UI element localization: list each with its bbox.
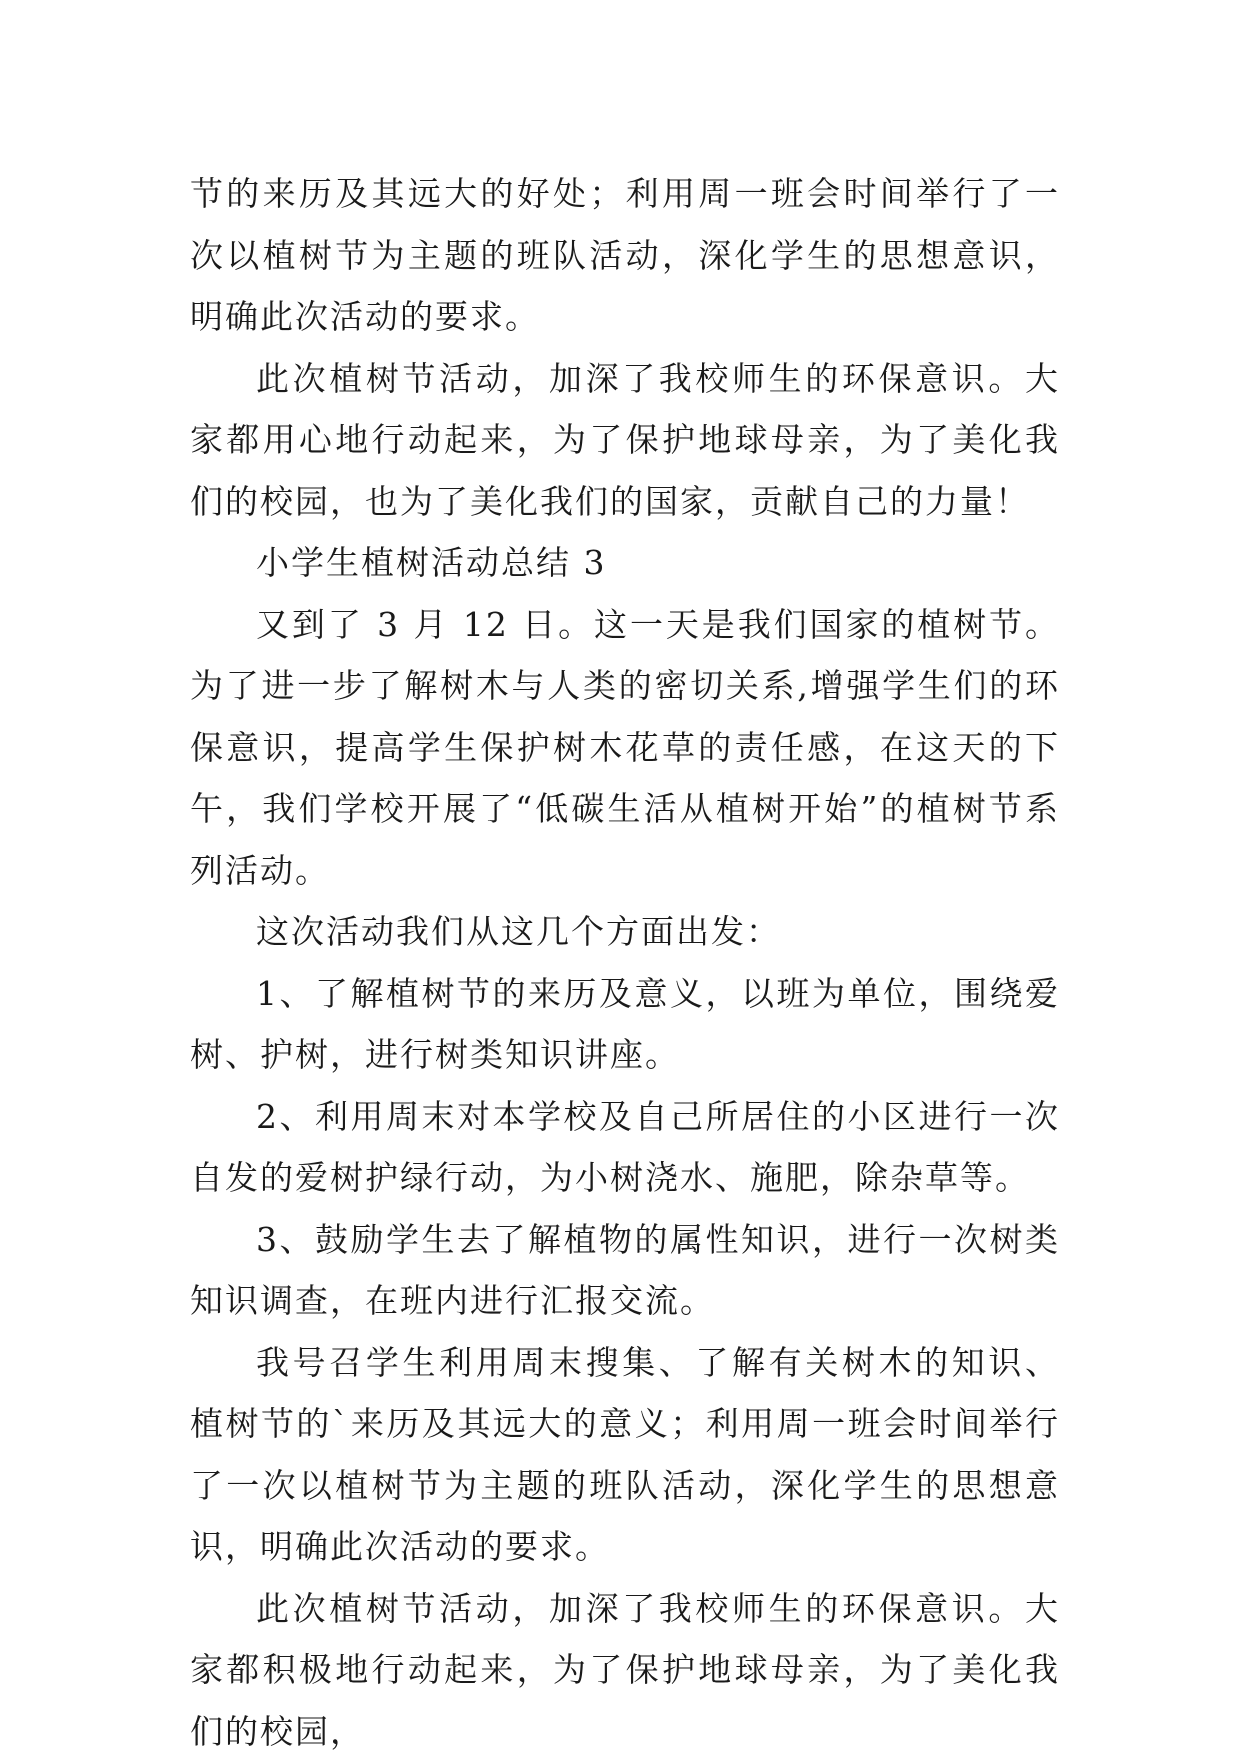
paragraph: 我号召学生利用周末搜集、了解有关树木的知识、植树节的`来历及其远大的意义；利用周一班会时间举行了一次以植树节为主题的班队活动，深化学生的思想意识，明确此次活动的要求。 bbox=[190, 1332, 1060, 1578]
paragraph: 此次植树节活动，加深了我校师生的环保意识。大家都用心地行动起来，为了保护地球母亲，为了美化我们的校园，也为了美化我们的国家，贡献自己的力量！ bbox=[190, 348, 1060, 533]
paragraph: 此次植树节活动，加深了我校师生的环保意识。大家都积极地行动起来，为了保护地球母亲，为了美化我们的校园， bbox=[190, 1578, 1060, 1762]
list-item: 3、鼓励学生去了解植物的属性知识，进行一次树类知识调查，在班内进行汇报交流。 bbox=[190, 1209, 1060, 1332]
list-item: 2、利用周末对本学校及自己所居住的小区进行一次自发的爱树护绿行动，为小树浇水、施肥，除杂草等。 bbox=[190, 1086, 1060, 1209]
paragraph: 又到了 3 月 12 日。这一天是我们国家的植树节。为了进一步了解树木与人类的密切关系,增强学生们的环保意识，提高学生保护树木花草的责任感，在这天的下午，我们学校开展了“低碳生活从植树开始”的植树节系列活动。 bbox=[190, 594, 1060, 902]
list-item: 1、了解植树节的来历及意义，以班为单位，围绕爱树、护树，进行树类知识讲座。 bbox=[190, 963, 1060, 1086]
paragraph-continuation: 节的来历及其远大的好处；利用周一班会时间举行了一次以植树节为主题的班队活动，深化学生的思想意识，明确此次活动的要求。 bbox=[190, 163, 1060, 348]
paragraph: 这次活动我们从这几个方面出发： bbox=[190, 901, 1060, 963]
section-heading: 小学生植树活动总结 3 bbox=[190, 532, 1060, 594]
document-body bbox=[190, 163, 1060, 1762]
